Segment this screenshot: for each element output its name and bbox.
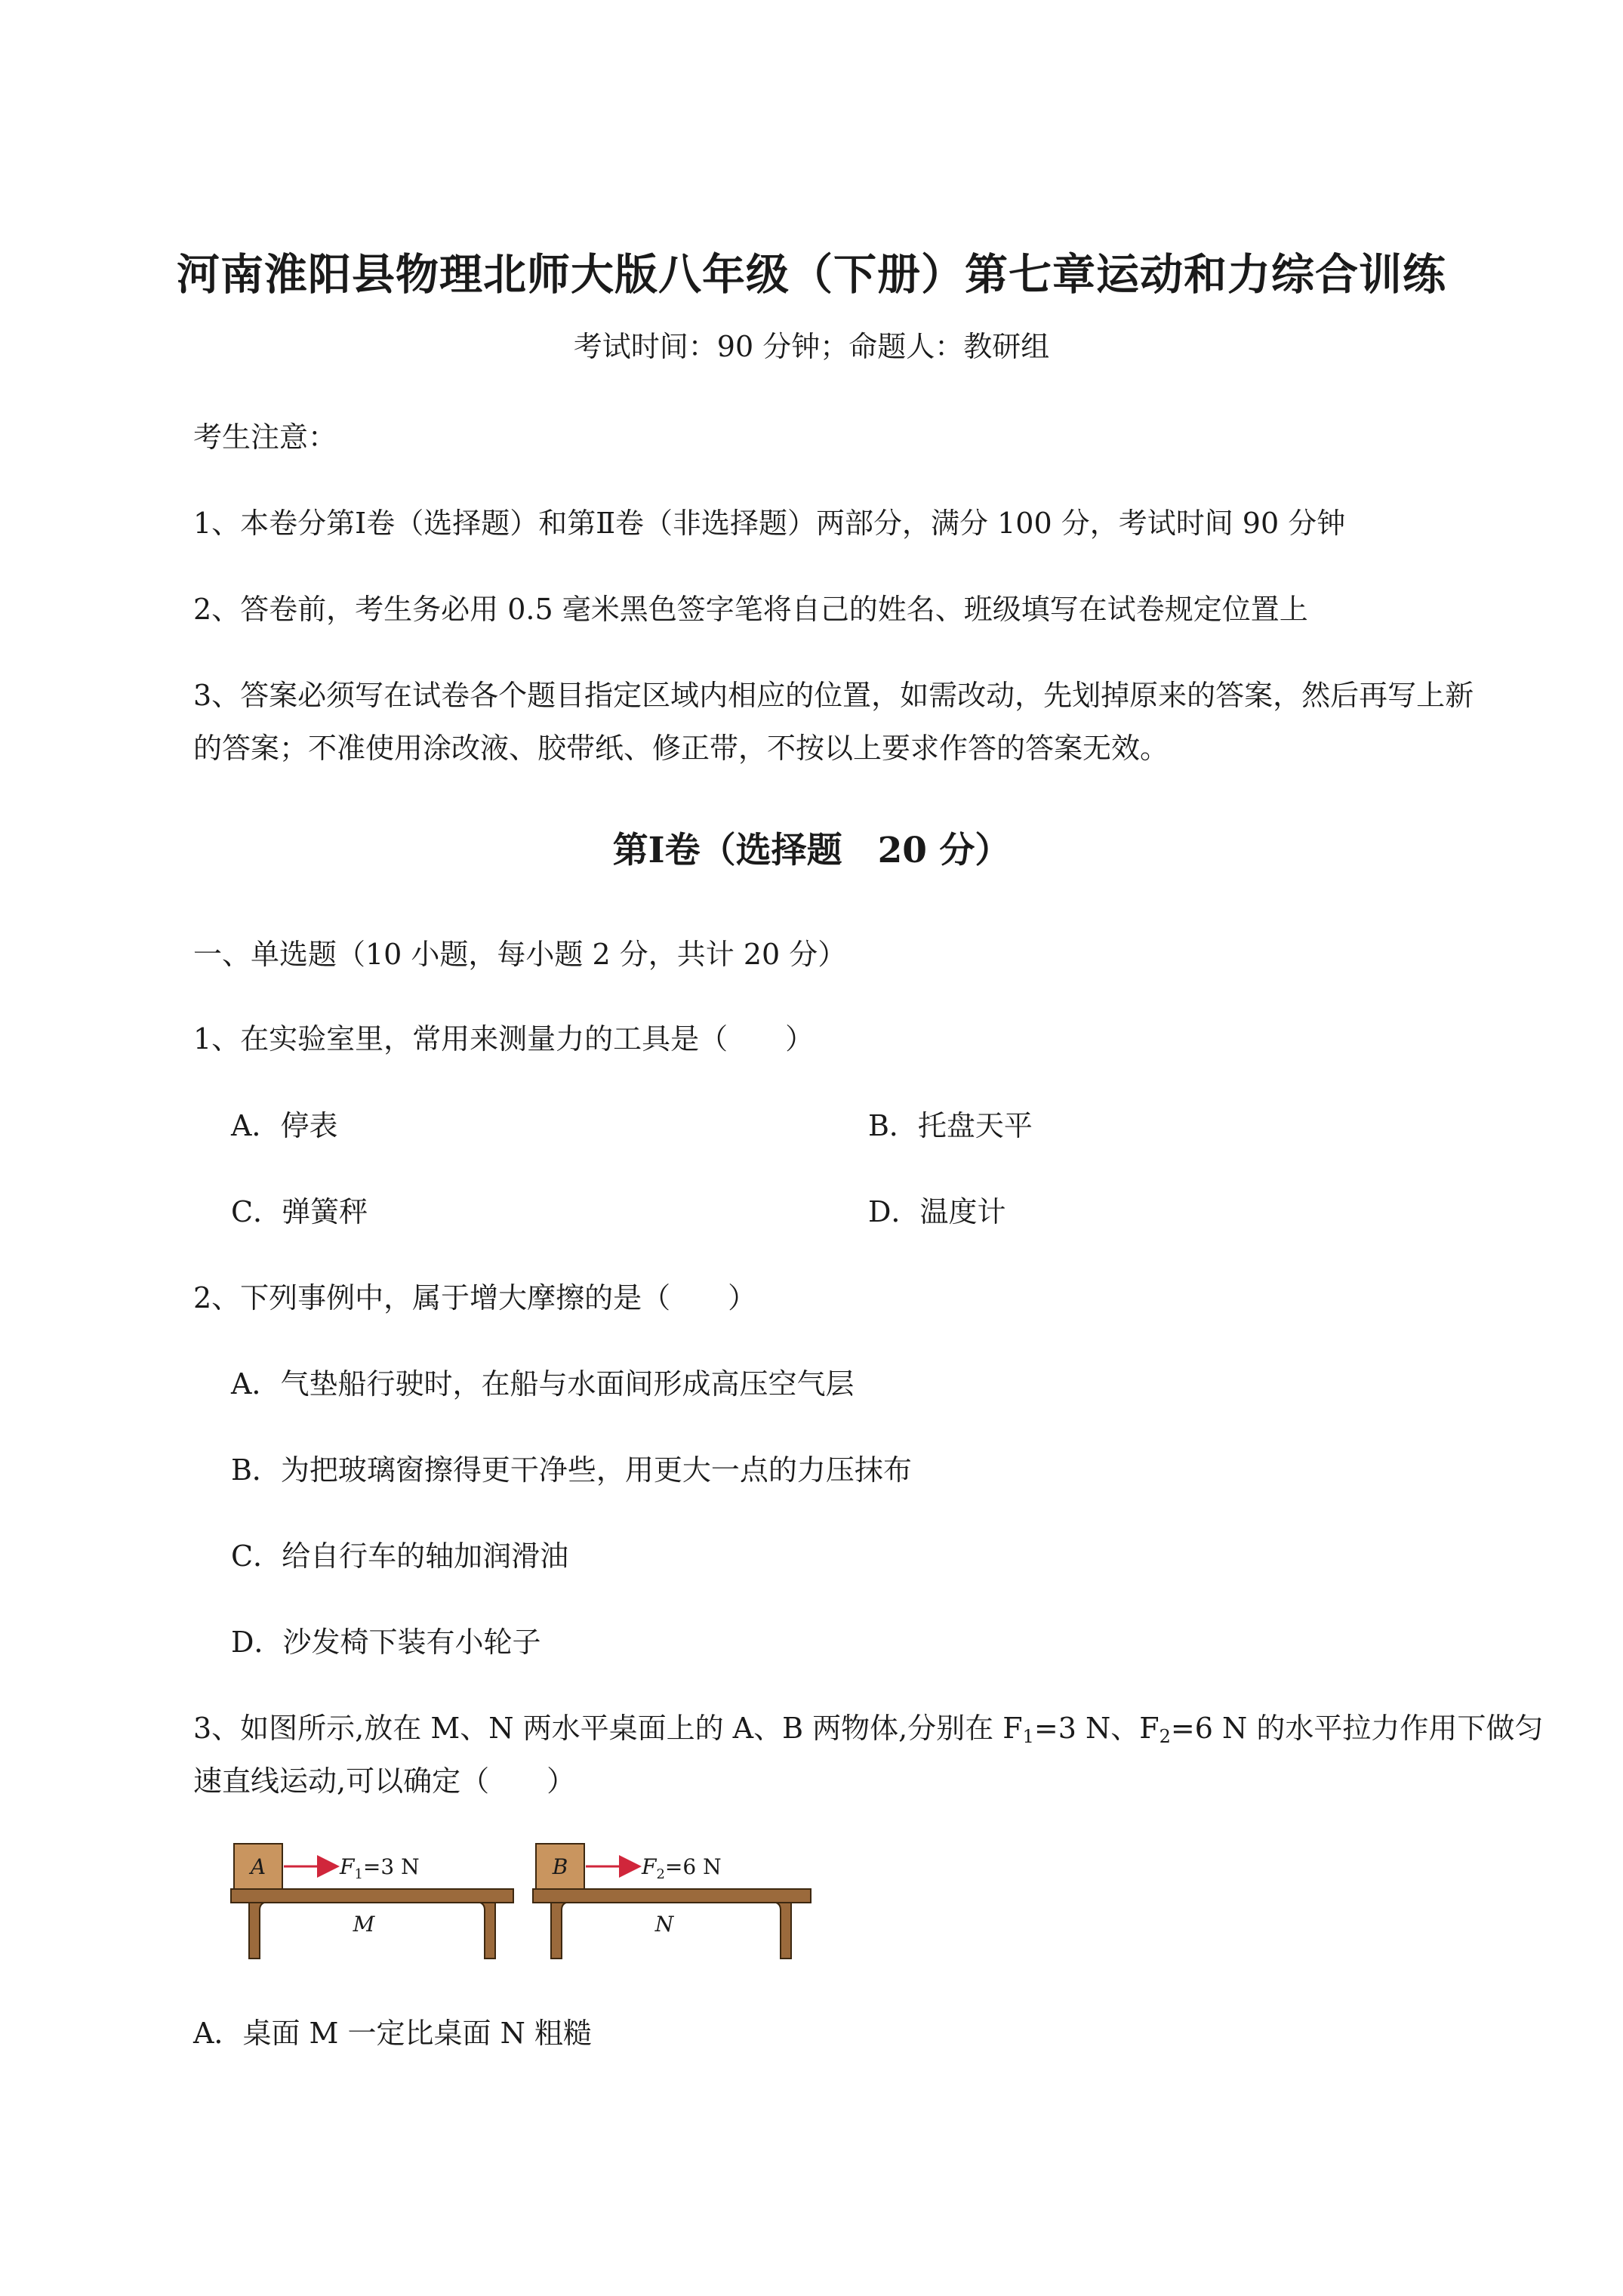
question-1-option-b[interactable]: B．托盘天平 (868, 1109, 1033, 1142)
notice-item-3-line2: 的答案；不准使用涂改液、胶带纸、修正带，不按以上要求作答的答案无效。 (193, 732, 1169, 765)
question-1-option-c[interactable]: C．弹簧秤 (231, 1195, 368, 1228)
part-heading: 一、单选题（10 小题，每小题 2 分，共计 20 分） (193, 938, 847, 971)
question-1-option-a[interactable]: A．停表 (231, 1109, 338, 1142)
question-2-option-c[interactable]: C．给自行车的轴加润滑油 (231, 1539, 569, 1573)
document-title: 河南淮阳县物理北师大版八年级（下册）第七章运动和力综合训练 (177, 249, 1446, 300)
table-n-label: N (654, 1912, 674, 1937)
notice-item-2: 2、答卷前，考生务必用 0.5 毫米黑色签字笔将自己的姓名、班级填写在试卷规定位置上 (193, 593, 1308, 626)
question-3-stem-line2: 速直线运动,可以确定（ ） (193, 1764, 576, 1798)
question-3-figure (226, 1829, 815, 1972)
question-3-option-a[interactable]: A．桌面 M 一定比桌面 N 粗糙 (193, 2017, 592, 2050)
question-1-option-d[interactable]: D．温度计 (868, 1195, 1006, 1228)
table-m-label: M (353, 1912, 375, 1937)
notice-item-1: 1、本卷分第Ⅰ卷（选择题）和第Ⅱ卷（非选择题）两部分，满分 100 分，考试时间 90 分钟 (193, 507, 1346, 540)
block-a-label: A (250, 1854, 266, 1879)
question-2-stem: 2、下列事例中，属于增大摩擦的是（ ） (193, 1281, 757, 1314)
notice-heading: 考生注意： (193, 421, 337, 454)
force-2-label: $F_2=6$ N (642, 1854, 722, 1882)
question-3-stem-line1: 3、如图所示,放在 M、N 两水平桌面上的 A、B 两物体,分别在 $F_1=3$ N、$F_2=6$ N 的水平拉力作用下做匀 (193, 1712, 1544, 1747)
force-1-label: $F_1=3$ N (340, 1854, 420, 1882)
question-2-option-d[interactable]: D．沙发椅下装有小轮子 (231, 1626, 541, 1659)
question-2-option-b[interactable]: B．为把玻璃窗擦得更干净些，用更大一点的力压抹布 (231, 1453, 912, 1487)
section-title: 第Ⅰ卷（选择题 20 分） (612, 830, 1011, 871)
question-2-option-a[interactable]: A．气垫船行驶时，在船与水面间形成高压空气层 (231, 1367, 855, 1401)
notice-item-3-line1: 3、答案必须写在试卷各个题目指定区域内相应的位置，如需改动，先划掉原来的答案，然后再写上新 (193, 679, 1474, 712)
question-1-stem: 1、在实验室里，常用来测量力的工具是（ ） (193, 1022, 815, 1056)
block-b-label: B (552, 1854, 568, 1879)
exam-info: 考试时间：90 分钟；命题人：教研组 (573, 330, 1050, 363)
